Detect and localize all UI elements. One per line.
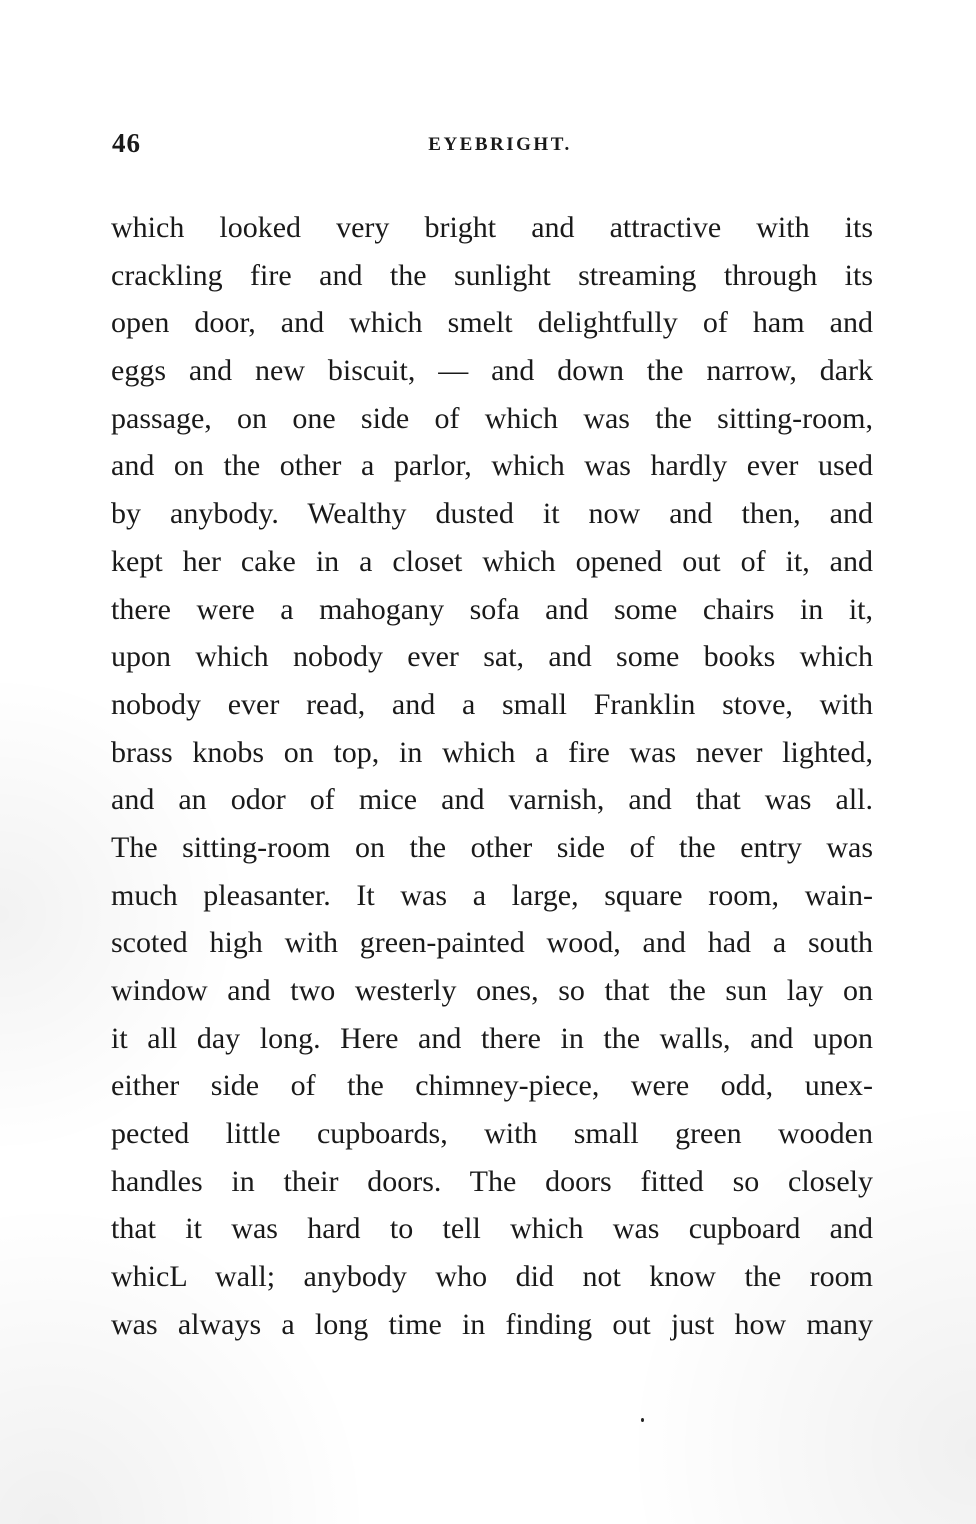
text-line: scoted high with green-painted wood, and had a south (111, 926, 873, 960)
text-line: which looked very bright and attractive with its (111, 211, 873, 244)
text-line: and an odor of mice and varnish, and that was all. (111, 783, 873, 817)
text-line: whicL wall; anybody who did not know the room (111, 1260, 873, 1294)
text-line: brass knobs on top, in which a fire was never lighted, (111, 735, 873, 769)
text-line: much pleasanter. It was a large, square room, wain- (111, 878, 873, 912)
text-line: there were a mahogany sofa and some chairs in it, (111, 592, 873, 626)
text-line: passage, on one side of which was the sitting-room, (111, 401, 873, 435)
text-line: eggs and new biscuit, — and down the narrow, dark (111, 354, 873, 388)
text-line: either side of the chimney-piece, were odd, unex- (111, 1069, 873, 1103)
text-line: nobody ever read, and a small Franklin stove, with (111, 687, 873, 721)
text-line: open door, and which smelt delightfully of ham and (111, 306, 873, 340)
text-line: crackling fire and the sunlight streaming through its (111, 258, 873, 292)
text-line: and on the other a parlor, which was hardly ever used (111, 449, 873, 483)
text-line: it all day long. Here and there in the walls, and upon (111, 1021, 873, 1055)
text-line: window and two westerly ones, so that the sun lay on (111, 974, 873, 1007)
text-line: handles in their doors. The doors fitted so closely (111, 1164, 873, 1198)
text-line: pected little cupboards, with small green wooden (111, 1117, 873, 1151)
body-text (111, 204, 873, 1349)
text-line: that it was hard to tell which was cupboard and (111, 1212, 873, 1246)
running-title: EYEBRIGHT. (428, 134, 572, 155)
ink-speck (641, 1418, 644, 1422)
text-line: by anybody. Wealthy dusted it now and then, and (111, 497, 873, 531)
text-line: The sitting-room on the other side of the entry was (111, 830, 873, 864)
text-line: was always a long time in finding out just how many (111, 1307, 873, 1341)
running-head (112, 128, 874, 168)
text-line: kept her cake in a closet which opened out of it, and (111, 544, 873, 578)
page-number: 46 (112, 128, 141, 158)
text-line: upon which nobody ever sat, and some books which (111, 640, 873, 674)
